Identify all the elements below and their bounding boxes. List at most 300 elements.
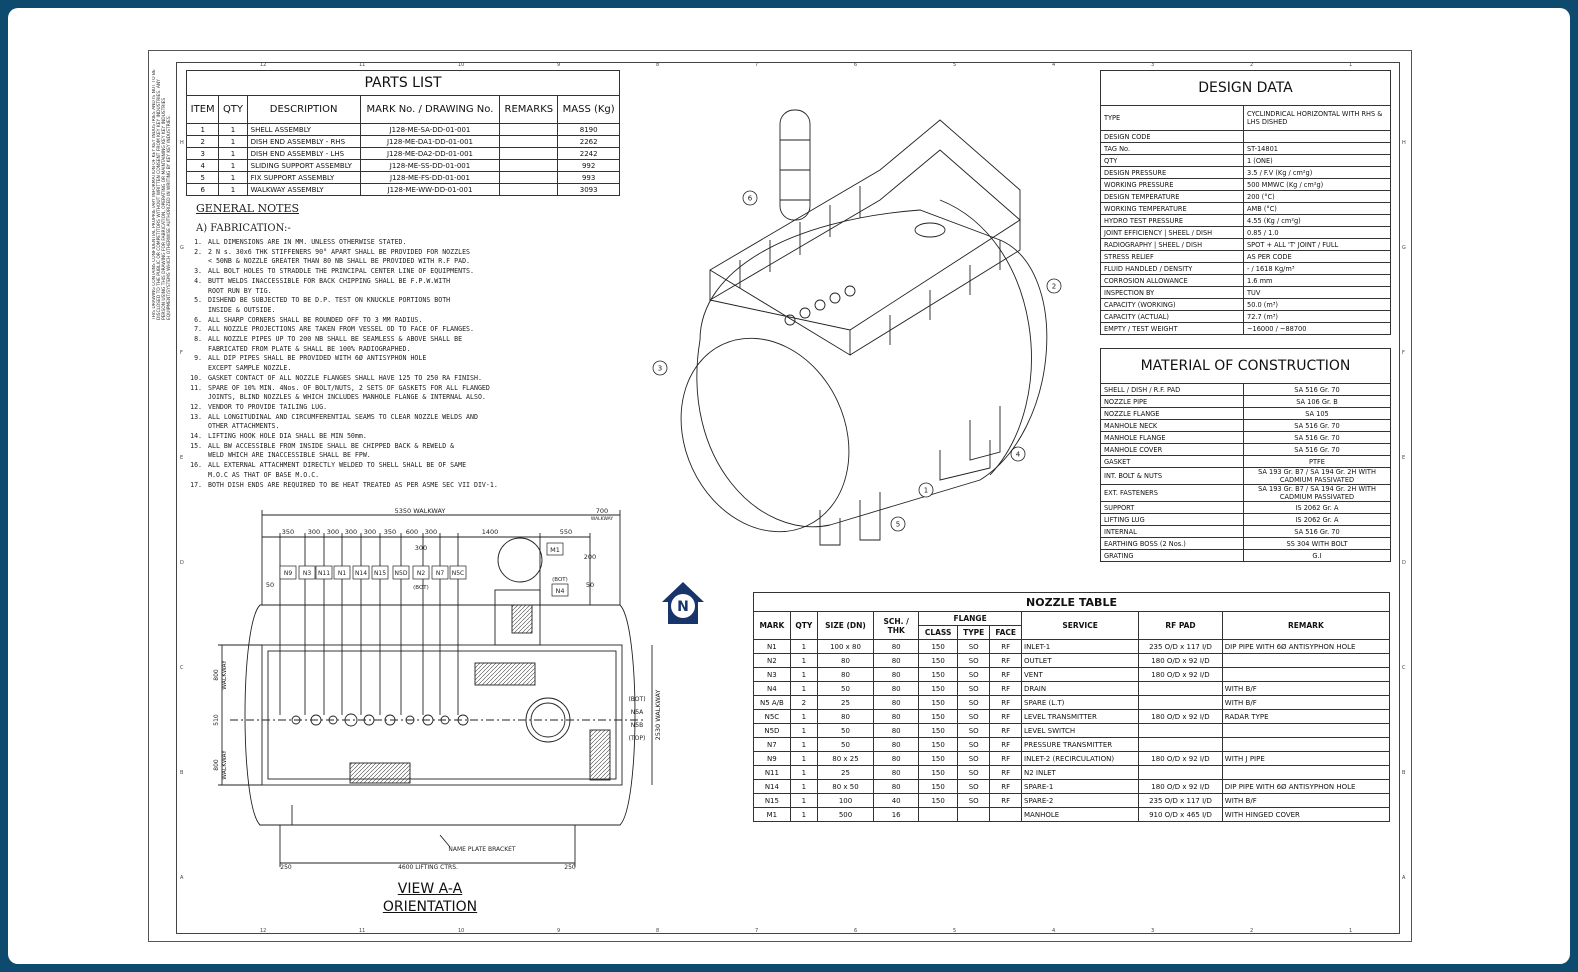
nozzle-cell: 150 xyxy=(919,696,958,710)
n2-bot-label: (BOT) xyxy=(413,585,429,591)
design-data-value: AMB (°C) xyxy=(1244,203,1391,215)
parts-list-cell: 1 xyxy=(219,148,247,160)
nozzle-tag: N15 xyxy=(373,570,387,577)
moc-label: MANHOLE FLANGE xyxy=(1101,432,1244,444)
dim-200: 200 xyxy=(583,553,597,561)
ruler-label: 2 xyxy=(1250,62,1254,68)
isometric-tank-view xyxy=(640,100,1080,550)
moc-value: SA 193 Gr. B7 / SA 194 Gr. 2H WITH CADMIUM PASSIVATED xyxy=(1244,485,1391,502)
nozzle-cell: 80 xyxy=(817,654,873,668)
nozzle-cell: N1 xyxy=(754,640,791,654)
table-row xyxy=(1101,215,1391,227)
moc-label: SUPPORT xyxy=(1101,502,1244,514)
table-row xyxy=(187,148,620,160)
nozzle-cell: 50 xyxy=(817,682,873,696)
balloon-label: 5 xyxy=(895,520,901,529)
table-row xyxy=(754,794,1390,808)
nozzle-cell: 16 xyxy=(874,808,919,822)
nozzle-cell: 1 xyxy=(790,654,817,668)
balloon-label: 3 xyxy=(657,364,663,373)
nozzle-cell: RF xyxy=(990,682,1022,696)
plan-view-orientation xyxy=(190,505,670,875)
nozzle-cell: M1 xyxy=(754,808,791,822)
moc-label: GASKET xyxy=(1101,456,1244,468)
general-notes-title: GENERAL NOTES xyxy=(196,202,300,215)
ruler-label: 1 xyxy=(1349,928,1353,934)
nozzle-cell xyxy=(958,808,990,822)
parts-list-cell: J128-ME-DA2-DD-01-001 xyxy=(360,148,500,160)
ruler-label: 4 xyxy=(1052,928,1056,934)
nozzle-cell: INLET-1 xyxy=(1022,640,1139,654)
ruler-label: 8 xyxy=(656,62,660,68)
note-item: 9. ALL DIP PIPES SHALL BE PROVIDED WITH 6Ø ANTISYPHON HOLE EXCEPT SAMPLE NOZZLE. xyxy=(206,354,526,373)
nozzle-cell: 25 xyxy=(817,766,873,780)
ruler-label: H xyxy=(1402,140,1406,146)
nozzle-cell: SPARE (L.T) xyxy=(1022,696,1139,710)
parts-list-header: ITEM xyxy=(187,96,219,124)
note-item: 12. VENDOR TO PROVIDE TAILING LUG. xyxy=(206,403,526,413)
nozzle-cell: 1 xyxy=(790,710,817,724)
moc-value: SA 516 Gr. 70 xyxy=(1244,384,1391,396)
table-row xyxy=(754,654,1390,668)
note-item: 6. ALL SHARP CORNERS SHALL BE ROUNDED OFF TO 3 MM RADIUS. xyxy=(206,316,526,326)
parts-list-cell: 5 xyxy=(187,172,219,184)
nozzle-cell: 150 xyxy=(919,794,958,808)
note-item: 5. DISHEND BE SUBJECTED TO BE D.P. TEST ON KNUCKLE PORTIONS BOTH INSIDE & OUTSIDE. xyxy=(206,296,526,315)
table-row xyxy=(1101,526,1391,538)
nozzle-cell: RF xyxy=(990,668,1022,682)
design-data-value: 3.5 / F.V (Kg / cm²g) xyxy=(1244,167,1391,179)
parts-list-cell: J128-ME-SA-DD-01-001 xyxy=(360,124,500,136)
moc-label: EARTHING BOSS (2 Nos.) xyxy=(1101,538,1244,550)
note-item: 16. ALL EXTERNAL ATTACHMENT DIRECTLY WELDED TO SHELL SHALL BE OF SAME M.O.C AS THAT OF BASE M.O.C. xyxy=(206,461,526,480)
design-data-value: AS PER CODE xyxy=(1244,251,1391,263)
dim-left: 800 xyxy=(213,759,220,771)
dim-50-left: 50 xyxy=(265,581,275,589)
n4-bot-label: (BOT) xyxy=(552,577,568,583)
table-row xyxy=(187,160,620,172)
design-data-value: CYCLINDRICAL HORIZONTAL WITH RHS & LHS DISHED xyxy=(1244,106,1391,131)
nozzle-cell xyxy=(990,808,1022,822)
table-row xyxy=(754,724,1390,738)
nozzle-header-remark: REMARK xyxy=(1222,612,1389,640)
parts-list-cell: 1 xyxy=(219,136,247,148)
nozzle-cell: 150 xyxy=(919,640,958,654)
parts-list-cell: 2242 xyxy=(558,148,620,160)
ruler-label: C xyxy=(180,665,184,671)
nozzle-cell: 180 O/D x 92 I/D xyxy=(1139,668,1223,682)
design-data-value: 1 (ONE) xyxy=(1244,155,1391,167)
view-title-line1: VIEW A-A xyxy=(397,881,463,897)
nozzle-cell: LEVEL TRANSMITTER xyxy=(1022,710,1139,724)
nozzle-cell: 150 xyxy=(919,724,958,738)
dim-50-right: 50 xyxy=(585,581,595,589)
dim-spacing: 300 xyxy=(344,528,358,536)
nozzle-cell: 235 O/D x 117 I/D xyxy=(1139,640,1223,654)
table-row xyxy=(1101,550,1391,562)
balloon-label: 1 xyxy=(923,486,929,495)
table-row xyxy=(1101,143,1391,155)
design-data-label: HYDRO TEST PRESSURE xyxy=(1101,215,1244,227)
ruler-label: 10 xyxy=(458,928,465,934)
nozzle-cell xyxy=(1139,696,1223,710)
ruler-label: 10 xyxy=(458,62,465,68)
ruler-label: 7 xyxy=(755,928,759,934)
dim-300: 300 xyxy=(414,544,428,552)
note-item: 8. ALL NOZZLE PIPES UP TO 200 NB SHALL BE SEAMLESS & ABOVE SHALL BE FABRICATED FROM PLATE & SHALL BE 100% RADIOGRAPHED. xyxy=(206,335,526,354)
design-data-value: SPOT + ALL 'T' JOINT / FULL xyxy=(1244,239,1391,251)
table-row xyxy=(1101,287,1391,299)
nozzle-header-service: SERVICE xyxy=(1022,612,1139,640)
nozzle-tag-right: (TOP) xyxy=(628,735,646,742)
moc-label: NOZZLE PIPE xyxy=(1101,396,1244,408)
moc-title: MATERIAL OF CONSTRUCTION xyxy=(1101,349,1391,384)
parts-list-cell: 2262 xyxy=(558,136,620,148)
nozzle-cell: 235 O/D x 117 I/D xyxy=(1139,794,1223,808)
moc-label: INT. BOLT & NUTS xyxy=(1101,468,1244,485)
design-data-label: DESIGN PRESSURE xyxy=(1101,167,1244,179)
design-data-label: CAPACITY (ACTUAL) xyxy=(1101,311,1244,323)
nozzle-cell: 180 O/D x 92 I/D xyxy=(1139,710,1223,724)
table-row xyxy=(1101,502,1391,514)
table-row xyxy=(1101,299,1391,311)
nozzle-cell: 150 xyxy=(919,668,958,682)
parts-list-cell: 4 xyxy=(187,160,219,172)
nozzle-tag: N1 xyxy=(337,570,347,577)
note-item: 2. 2 N s. 30x6 THK STIFFENERS 90° APART SHALL BE PROVIDED FOR NOZZLES < 50NB & NOZZLE GREATER THAN 80 NB SHALL BE PROVIDED WITH R.F PAD. xyxy=(206,248,526,267)
ruler-label: G xyxy=(1402,245,1406,251)
design-data-label: STRESS RELIEF xyxy=(1101,251,1244,263)
nozzle-cell xyxy=(1222,724,1389,738)
table-row xyxy=(187,184,620,196)
nozzle-cell: 1 xyxy=(790,752,817,766)
nozzle-cell: 1 xyxy=(790,808,817,822)
nozzle-cell: 80 xyxy=(874,668,919,682)
moc-label: NOZZLE FLANGE xyxy=(1101,408,1244,420)
nozzle-tag: N14 xyxy=(354,570,368,577)
nozzle-cell: RF xyxy=(990,710,1022,724)
nozzle-header-class: CLASS xyxy=(919,626,958,640)
dim-spacing: 300 xyxy=(307,528,321,536)
nozzle-cell: RF xyxy=(990,724,1022,738)
nozzle-cell: RF xyxy=(990,780,1022,794)
dim-spacing: 350 xyxy=(281,528,295,536)
design-data-label: INSPECTION BY xyxy=(1101,287,1244,299)
nozzle-cell: 150 xyxy=(919,752,958,766)
design-data-value: ST-14801 xyxy=(1244,143,1391,155)
design-data-title: DESIGN DATA xyxy=(1101,71,1391,106)
ruler-label: 12 xyxy=(260,928,267,934)
nozzle-cell: RF xyxy=(990,696,1022,710)
nozzle-cell xyxy=(1139,738,1223,752)
nozzle-cell: 180 O/D x 92 I/D xyxy=(1139,752,1223,766)
design-data-label: WORKING TEMPERATURE xyxy=(1101,203,1244,215)
nozzle-cell: 80 xyxy=(874,738,919,752)
nozzle-cell: SO xyxy=(958,668,990,682)
design-data-label: DESIGN CODE xyxy=(1101,131,1244,143)
moc-label: SHELL / DISH / R.F. PAD xyxy=(1101,384,1244,396)
general-notes xyxy=(196,202,526,490)
moc-value: IS 2062 Gr. A xyxy=(1244,514,1391,526)
nozzle-cell: INLET-2 (RECIRCULATION) xyxy=(1022,752,1139,766)
confidentiality-note: THIS DRAWING CONTAINS CONFIDENTIAL PROPRIETARY INFORMATION OF KEY KEY INDUSTRIES AND IS NOT TO BE DISCLOSED TO THE PUBLIC OR COMPETITORS WITHOUT WRITTEN CONSENT FROM KEY KEY INDUSTRIES. ANY PERSON USING THIS DRAWING FOR FABRICATION, OPERATING OR MAINTAINING KEY KEY INDUSTRIES EQUIPMENT/SYSTEMS WHICH OTHERWISE AUTHORIZED IN WRITING BY KEY KEY INDUSTRIES. xyxy=(152,69,172,320)
nozzle-header-rfpad: RF PAD xyxy=(1139,612,1223,640)
table-row xyxy=(1101,468,1391,485)
parts-list-cell: 1 xyxy=(219,184,247,196)
moc-value: SS 304 WITH BOLT xyxy=(1244,538,1391,550)
moc-table xyxy=(1100,348,1391,562)
design-data-value: 72.7 (m³) xyxy=(1244,311,1391,323)
nozzle-cell: 80 xyxy=(874,696,919,710)
nozzle-cell: 50 xyxy=(817,724,873,738)
parts-list-cell: J128-ME-FS-DD-01-001 xyxy=(360,172,500,184)
nozzle-table xyxy=(753,592,1390,822)
nozzle-cell: 1 xyxy=(790,668,817,682)
notes-list xyxy=(196,238,526,490)
balloon-label: 4 xyxy=(1015,450,1021,459)
table-row xyxy=(754,640,1390,654)
lifting-centers-label: 4600 LIFTING CTRS. xyxy=(398,864,458,871)
table-row xyxy=(1101,203,1391,215)
nozzle-cell: N2 INLET xyxy=(1022,766,1139,780)
nozzle-cell: 80 xyxy=(874,710,919,724)
nozzle-header-sch: SCH. / THK xyxy=(874,612,919,640)
nozzle-cell: SO xyxy=(958,710,990,724)
parts-list-title: PARTS LIST xyxy=(187,71,620,96)
nozzle-cell: 80 xyxy=(874,640,919,654)
parts-list-header: DESCRIPTION xyxy=(247,96,360,124)
table-row xyxy=(754,808,1390,822)
table-row xyxy=(754,696,1390,710)
moc-value: G.I xyxy=(1244,550,1391,562)
nozzle-cell: N9 xyxy=(754,752,791,766)
table-row xyxy=(1101,239,1391,251)
m1-tag: M1 xyxy=(550,546,560,554)
nozzle-cell: 50 xyxy=(817,738,873,752)
dim-spacing: 300 xyxy=(424,528,438,536)
nozzle-cell: SO xyxy=(958,724,990,738)
parts-list-cell xyxy=(500,124,558,136)
moc-value: IS 2062 Gr. A xyxy=(1244,502,1391,514)
table-row xyxy=(1101,106,1391,131)
nozzle-cell xyxy=(919,808,958,822)
nozzle-cell: RADAR TYPE xyxy=(1222,710,1389,724)
ruler-label: 4 xyxy=(1052,62,1056,68)
nozzle-header-mark: MARK xyxy=(754,612,791,640)
nozzle-tag: N3 xyxy=(302,570,312,577)
nozzle-tag: N7 xyxy=(435,570,445,577)
nozzle-cell: 80 xyxy=(817,710,873,724)
table-row xyxy=(1101,167,1391,179)
moc-label: MANHOLE NECK xyxy=(1101,420,1244,432)
table-row xyxy=(187,172,620,184)
table-row xyxy=(187,136,620,148)
nozzle-cell: RF xyxy=(990,640,1022,654)
nozzle-header-flange: FLANGE xyxy=(919,612,1022,626)
parts-list-cell: 8190 xyxy=(558,124,620,136)
design-data-value: 1.6 mm xyxy=(1244,275,1391,287)
nozzle-tag-right: N5A xyxy=(630,709,644,716)
balloon-label: 2 xyxy=(1051,282,1057,291)
parts-list-cell: DISH END ASSEMBLY - LHS xyxy=(247,148,360,160)
table-row xyxy=(1101,420,1391,432)
parts-list-cell: 3 xyxy=(187,148,219,160)
nozzle-cell: RF xyxy=(990,752,1022,766)
nozzle-cell: RF xyxy=(990,738,1022,752)
parts-list-cell xyxy=(500,148,558,160)
parts-list-cell xyxy=(500,160,558,172)
nozzle-cell: 150 xyxy=(919,710,958,724)
nozzle-cell: 80 xyxy=(817,668,873,682)
note-item: 11. SPARE OF 10% MIN. 4Nos. OF BOLT/NUTS, 2 SETS OF GASKETS FOR ALL FLANGED JOINTS, BLIND NOZZLES & WHICH INCLUDES MANHOLE FLANGE & INTERNAL ALSO. xyxy=(206,384,526,403)
note-item: 14. LIFTING HOOK HOLE DIA SHALL BE MIN 50mm. xyxy=(206,432,526,442)
ruler-label: 6 xyxy=(854,928,858,934)
nozzle-cell: 1 xyxy=(790,766,817,780)
ruler-label: B xyxy=(180,770,184,776)
nozzle-header-qty: QTY xyxy=(790,612,817,640)
ruler-label: D xyxy=(1402,560,1406,566)
nozzle-cell: SO xyxy=(958,752,990,766)
nozzle-cell: 150 xyxy=(919,780,958,794)
parts-list-cell: 1 xyxy=(219,172,247,184)
parts-list-cell: FIX SUPPORT ASSEMBLY xyxy=(247,172,360,184)
nozzle-cell: 80 xyxy=(874,654,919,668)
view-title-line2: ORIENTATION xyxy=(382,899,478,915)
balloon-label: 6 xyxy=(747,194,753,203)
nozzle-cell: 1 xyxy=(790,724,817,738)
design-data-label: CORROSION ALLOWANCE xyxy=(1101,275,1244,287)
ruler-label: 5 xyxy=(953,928,957,934)
design-data-label: TAG No. xyxy=(1101,143,1244,155)
table-row xyxy=(754,766,1390,780)
design-data-table xyxy=(1100,70,1391,335)
nozzle-tag: N5C xyxy=(451,570,465,577)
table-row xyxy=(1101,251,1391,263)
dim-walkway-end: 700 xyxy=(595,507,609,515)
nozzle-cell: SPARE-2 xyxy=(1022,794,1139,808)
nozzle-cell: 80 xyxy=(874,752,919,766)
parts-list-header-row xyxy=(187,96,620,124)
nozzle-cell: 1 xyxy=(790,640,817,654)
nozzle-cell: SO xyxy=(958,766,990,780)
dim-left: WALKWAY xyxy=(221,750,228,780)
ruler-label: 5 xyxy=(953,62,957,68)
note-item: 7. ALL NOZZLE PROJECTIONS ARE TAKEN FROM VESSEL OD TO FACE OF FLANGES. xyxy=(206,325,526,335)
dim-250-left: 250 xyxy=(280,864,292,871)
nozzle-cell: SO xyxy=(958,654,990,668)
table-row xyxy=(1101,227,1391,239)
nozzle-cell: WITH B/F xyxy=(1222,696,1389,710)
nozzle-cell: N5D xyxy=(754,724,791,738)
nozzle-cell: 1 xyxy=(790,780,817,794)
nozzle-cell xyxy=(1222,766,1389,780)
name-plate-label: NAME PLATE BRACKET xyxy=(448,846,516,853)
ruler-label: 9 xyxy=(557,928,561,934)
nozzle-cell: 80 xyxy=(874,724,919,738)
ruler-label: 9 xyxy=(557,62,561,68)
parts-list-cell: 993 xyxy=(558,172,620,184)
nozzle-header-size: SIZE (DN) xyxy=(817,612,873,640)
parts-list-cell xyxy=(500,136,558,148)
nozzle-cell: 80 x 25 xyxy=(817,752,873,766)
nozzle-cell: SO xyxy=(958,682,990,696)
nozzle-table-title: NOZZLE TABLE xyxy=(754,593,1390,612)
ruler-label: B xyxy=(1402,770,1406,776)
design-data-value: TUV xyxy=(1244,287,1391,299)
ruler-label: C xyxy=(1402,665,1406,671)
design-data-value: 0.85 / 1.0 xyxy=(1244,227,1391,239)
nozzle-header-face: FACE xyxy=(990,626,1022,640)
parts-list-cell: 1 xyxy=(219,160,247,172)
ruler-label: 6 xyxy=(854,62,858,68)
table-row xyxy=(1101,408,1391,420)
moc-label: GRATING xyxy=(1101,550,1244,562)
note-item: 15. ALL BW ACCESSIBLE FROM INSIDE SHALL BE CHIPPED BACK & REWELD & WELD WHICH ARE INACCESSIBLE SHALL BE FPW. xyxy=(206,442,526,461)
moc-value: SA 516 Gr. 70 xyxy=(1244,432,1391,444)
dim-left: 510 xyxy=(213,714,220,726)
nozzle-cell xyxy=(1139,766,1223,780)
parts-list-header: MARK No. / DRAWING No. xyxy=(360,96,500,124)
nozzle-cell: WITH B/F xyxy=(1222,682,1389,696)
parts-list-cell: 1 xyxy=(187,124,219,136)
nozzle-cell: SO xyxy=(958,640,990,654)
nozzle-cell: SO xyxy=(958,780,990,794)
moc-value: SA 516 Gr. 70 xyxy=(1244,526,1391,538)
table-row xyxy=(754,682,1390,696)
moc-label: LIFTING LUG xyxy=(1101,514,1244,526)
parts-list-header: MASS (Kg) xyxy=(558,96,620,124)
design-data-value: 50.0 (m³) xyxy=(1244,299,1391,311)
nozzle-cell: DRAIN xyxy=(1022,682,1139,696)
nozzle-cell xyxy=(1139,682,1223,696)
parts-list-cell: J128-ME-DA1-DD-01-001 xyxy=(360,136,500,148)
table-row xyxy=(1101,131,1391,143)
parts-list-cell: J128-ME-WW-DD-01-001 xyxy=(360,184,500,196)
dim-spacing: 550 xyxy=(559,528,573,536)
parts-list-cell: 2 xyxy=(187,136,219,148)
design-data-label: TYPE xyxy=(1101,106,1244,131)
nozzle-cell: WITH B/F xyxy=(1222,794,1389,808)
nozzle-cell: WITH J PIPE xyxy=(1222,752,1389,766)
parts-list-cell: 992 xyxy=(558,160,620,172)
parts-list-cell xyxy=(500,184,558,196)
note-item: 3. ALL BOLT HOLES TO STRADDLE THE PRINCIPAL CENTER LINE OF EQUIPMENTS. xyxy=(206,267,526,277)
nozzle-cell xyxy=(1222,738,1389,752)
dim-spacing: 600 xyxy=(405,528,419,536)
nozzle-cell: 80 xyxy=(874,682,919,696)
table-row xyxy=(1101,323,1391,335)
table-row xyxy=(1101,538,1391,550)
note-item: 17. BOTH DISH ENDS ARE REQUIRED TO BE HEAT TREATED AS PER ASME SEC VII DIV-1. xyxy=(206,481,526,491)
table-row xyxy=(754,710,1390,724)
nozzle-cell: N4 xyxy=(754,682,791,696)
moc-label: EXT. FASTENERS xyxy=(1101,485,1244,502)
parts-list-table xyxy=(186,70,620,196)
design-data-label: RADIOGRAPHY | SHEEL / DISH xyxy=(1101,239,1244,251)
design-data-label: DESIGN TEMPERATURE xyxy=(1101,191,1244,203)
nozzle-cell: SO xyxy=(958,794,990,808)
nozzle-cell: N11 xyxy=(754,766,791,780)
nozzle-cell: WITH HINGED COVER xyxy=(1222,808,1389,822)
nozzle-cell xyxy=(1222,654,1389,668)
nozzle-cell: N2 xyxy=(754,654,791,668)
nozzle-cell: RF xyxy=(990,794,1022,808)
dim-walkway-total: 5350 WALKWAY xyxy=(394,507,446,515)
nozzle-cell: 910 O/D x 465 I/D xyxy=(1139,808,1223,822)
nozzle-cell xyxy=(1222,668,1389,682)
table-row xyxy=(1101,275,1391,287)
parts-list-cell xyxy=(500,172,558,184)
